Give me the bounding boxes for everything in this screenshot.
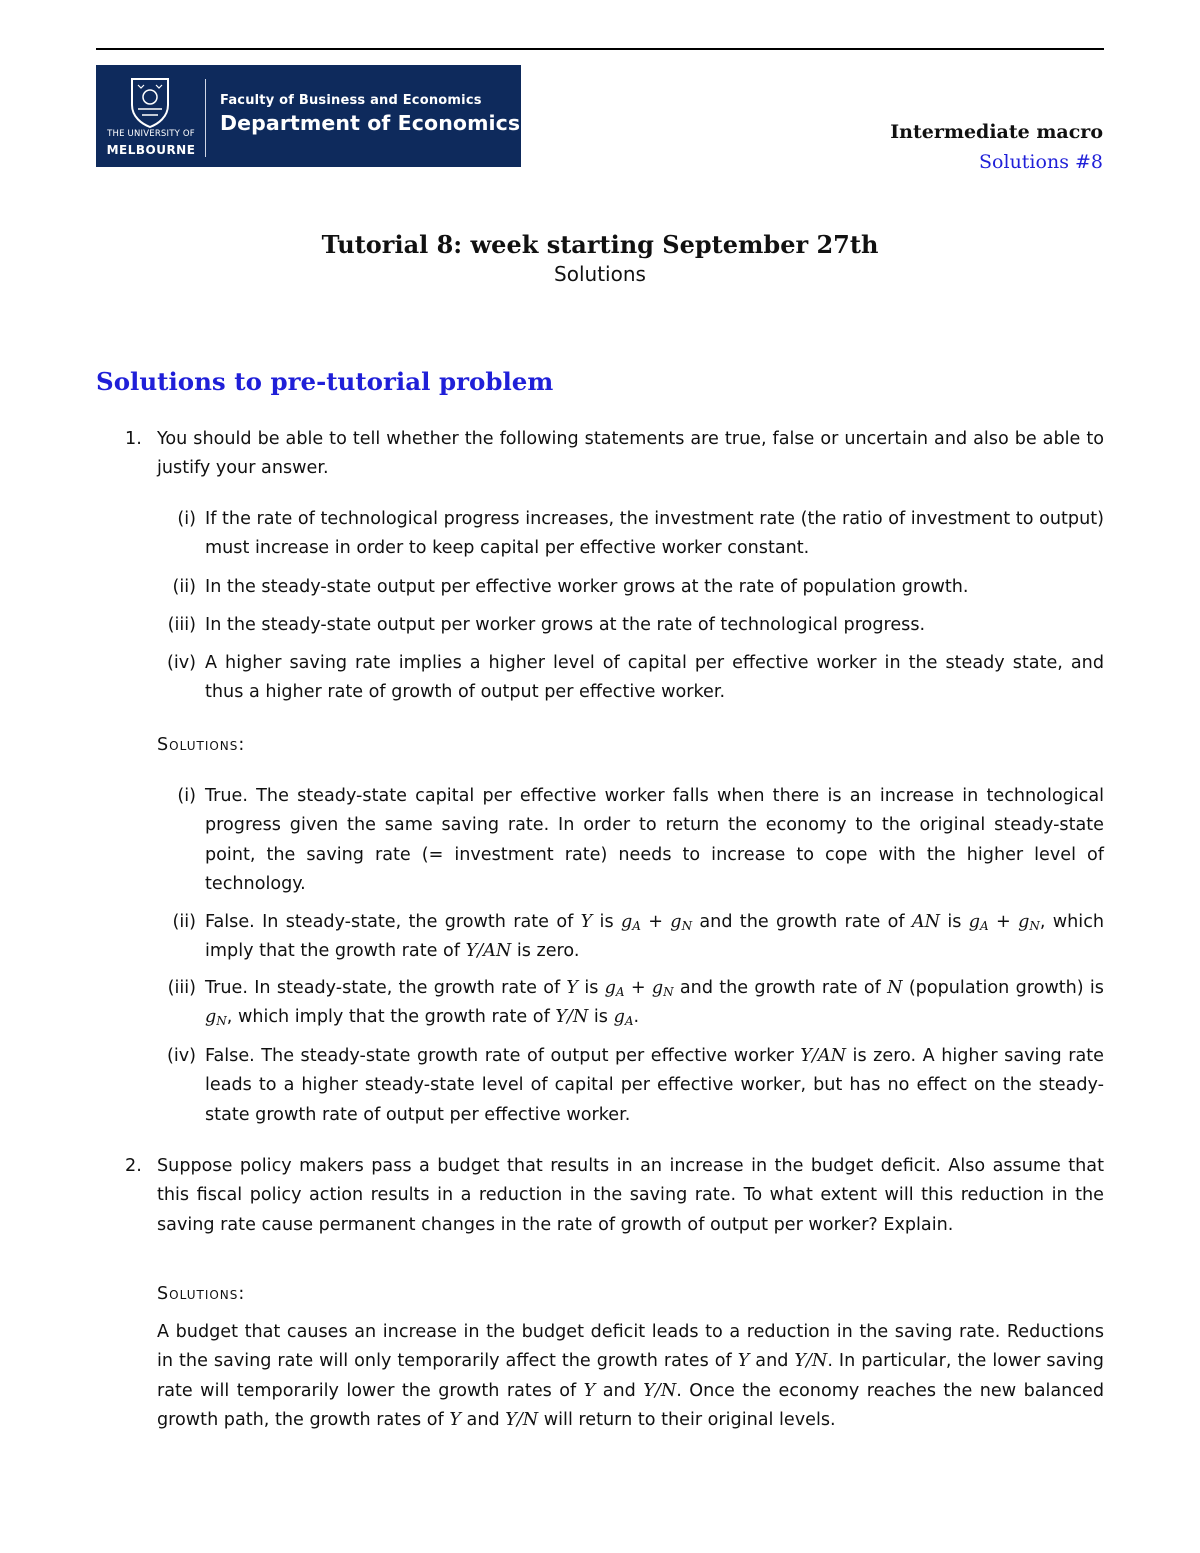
sheet-name: Solutions #8 [979, 151, 1103, 173]
answer-text: False. The steady-state growth rate of output per effective worker Y/AN is zero. A higher saving rate leads to a higher steady-state level of capital per effective worker, but has no effect on the steady-state growth rate of output per effective worker. [205, 1046, 1104, 1125]
university-name-line1: THE UNIVERSITY OF [107, 129, 195, 139]
statement-text: In the steady-state output per effective worker grows at the rate of population growth. [205, 577, 969, 597]
course-name: Intermediate macro [890, 121, 1103, 143]
question-number: 1. [125, 429, 142, 449]
answer-label: (i) [177, 786, 196, 806]
answer-label: (ii) [172, 912, 196, 932]
statement-text: If the rate of technological progress increases, the investment rate (the ratio of investment to output) must increase in order to keep capital per effective worker constant. [205, 509, 1104, 559]
department-name: Department of Economics [220, 111, 521, 135]
answer-label: (iii) [167, 978, 196, 998]
answer-text: A budget that causes an increase in the budget deficit leads to a reduction in the saving rate. Reductions in the saving rate will only temporarily affect the growth rates of Y and Y/N. In particular, the lower saving rate will temporarily lower the growth rates of Y and Y/N. Once the economy reaches the new balanced growth path, the growth rates of Y and Y/N will return to their original levels. [157, 1322, 1105, 1431]
university-name-line2: MELBOURNE [106, 143, 196, 157]
logo-divider [205, 79, 206, 157]
page-title: Tutorial 8: week starting September 27th [321, 230, 879, 259]
top-rule [96, 48, 1104, 50]
statement-label: (ii) [172, 577, 196, 597]
answer-text: True. In steady-state, the growth rate of Y is $g_A + g_N$ and the growth rate of N (population growth) is $g_N$, which imply that the growth rate of Y/N is $g_A$. [205, 978, 1104, 1029]
solutions-label: Solutions: [157, 1284, 246, 1304]
solutions-label: Solutions: [157, 735, 246, 755]
statement-label: (iv) [166, 653, 196, 673]
university-crest-icon [118, 75, 182, 129]
statement-label: (iii) [167, 615, 196, 635]
statement-text: A higher saving rate implies a higher level of capital per effective worker in the steady state, and thus a higher rate of growth of output per effective worker. [205, 653, 1104, 703]
page-subtitle: Solutions [554, 262, 646, 286]
question-number: 2. [125, 1156, 142, 1176]
section-heading: Solutions to pre-tutorial problem [96, 367, 554, 396]
statement-label: (i) [177, 509, 196, 529]
question-text: You should be able to tell whether the following statements are true, false or uncertain and also be able to justify your answer. [157, 429, 1104, 479]
department-logo [96, 65, 521, 167]
answer-text: False. In steady-state, the growth rate of Y is $g_A + g_N$ and the growth rate of AN is $g_A + g_N$, which imply that the growth rate of Y/AN is zero. [205, 912, 1105, 962]
statement-text: In the steady-state output per worker grows at the rate of technological progress. [205, 615, 926, 635]
course-info [890, 117, 1103, 177]
answer-label: (iv) [166, 1046, 196, 1066]
faculty-name: Faculty of Business and Economics [220, 93, 482, 108]
question-text: Suppose policy makers pass a budget that results in an increase in the budget deficit. Also assume that this fiscal policy action results in a reduction in the saving rate. To what extent will this reduction in the saving rate cause permanent changes in the rate of growth of output per worker? Explain. [157, 1156, 1104, 1235]
answer-text: True. The steady-state capital per effective worker falls when there is an increase in technological progress given the same saving rate. In order to return the economy to the original steady-state point, the saving rate (= investment rate) needs to increase to cope with the higher level of technology. [205, 786, 1104, 895]
